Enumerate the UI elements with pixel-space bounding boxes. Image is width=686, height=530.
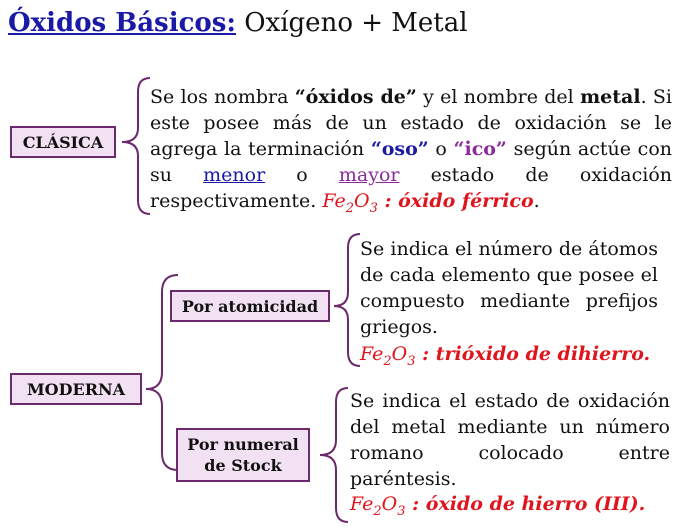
formula-fe: Fe bbox=[360, 343, 384, 365]
formula-o: O bbox=[391, 343, 408, 365]
formula-o: O bbox=[381, 493, 398, 515]
formula-fe: Fe bbox=[350, 493, 374, 515]
stock-box bbox=[176, 428, 310, 482]
formula-fe: Fe bbox=[322, 190, 346, 212]
clasica-oso: “oso” bbox=[370, 138, 429, 160]
clasica-description bbox=[150, 84, 672, 222]
clasica-text-7: estado de oxidación respectivamente. bbox=[150, 164, 672, 212]
clasica-bold-metal: metal bbox=[580, 86, 641, 108]
brace-clasica bbox=[122, 78, 150, 214]
stock-description bbox=[350, 388, 670, 492]
stock-label-line2: de Stock bbox=[204, 456, 282, 475]
brace-atomicidad bbox=[334, 234, 360, 366]
formula-o: O bbox=[354, 190, 370, 212]
atomicidad-label: Por atomicidad bbox=[181, 296, 319, 316]
clasica-text-2: y el nombre del bbox=[416, 86, 581, 108]
stock-example-line bbox=[350, 491, 686, 525]
clasica-text-4: o bbox=[428, 138, 454, 160]
atomicidad-example: : trióxido de dihierro. bbox=[415, 343, 651, 365]
stock-example: : óxido de hierro (III). bbox=[405, 493, 646, 515]
atomicidad-formula bbox=[360, 343, 416, 369]
atomicidad-example-line bbox=[360, 341, 686, 375]
moderna-box bbox=[10, 373, 142, 405]
formula-o-sub: 3 bbox=[407, 353, 416, 369]
clasica-example: : óxido férrico bbox=[377, 190, 534, 212]
clasica-ico: “ico” bbox=[453, 138, 507, 160]
atomicidad-description bbox=[360, 236, 658, 340]
clasica-text-3: . Si este posee más de un estado de oxidación se le agrega la terminación bbox=[150, 86, 673, 160]
title-rest: Oxígeno + Metal bbox=[235, 8, 468, 38]
stock-text: Se indica el estado de oxidación del metal mediante un número romano colocado entre paréntesis. bbox=[350, 390, 670, 490]
clasica-mayor: mayor bbox=[338, 164, 400, 186]
clasica-formula bbox=[322, 190, 378, 216]
moderna-label: MODERNA bbox=[26, 379, 126, 399]
formula-o-sub: 3 bbox=[369, 200, 378, 216]
stock-label-line1: Por numeral bbox=[187, 435, 299, 454]
formula-fe-sub: 2 bbox=[345, 200, 355, 216]
clasica-end: . bbox=[533, 190, 540, 212]
clasica-text-1: Se los nombra bbox=[150, 86, 295, 108]
formula-fe-sub: 2 bbox=[373, 503, 382, 519]
title-highlight: Óxidos Básicos: bbox=[8, 8, 236, 38]
formula-fe-sub: 2 bbox=[383, 353, 392, 369]
clasica-bold-oxidos-de: “óxidos de” bbox=[294, 86, 417, 108]
clasica-menor: menor bbox=[203, 164, 266, 186]
clasica-text-5: según actúe con su bbox=[150, 138, 672, 186]
clasica-box bbox=[10, 126, 116, 158]
stock-formula bbox=[350, 493, 406, 519]
formula-o-sub: 3 bbox=[397, 503, 406, 519]
atomicidad-text: Se indica el número de átomos de cada elemento que posee el compuesto mediante prefijos griegos. bbox=[360, 238, 658, 338]
brace-stock bbox=[320, 388, 348, 522]
atomicidad-box bbox=[170, 290, 330, 322]
clasica-label-text: CLÁSICA bbox=[22, 132, 104, 152]
clasica-text-6: o bbox=[265, 164, 339, 186]
